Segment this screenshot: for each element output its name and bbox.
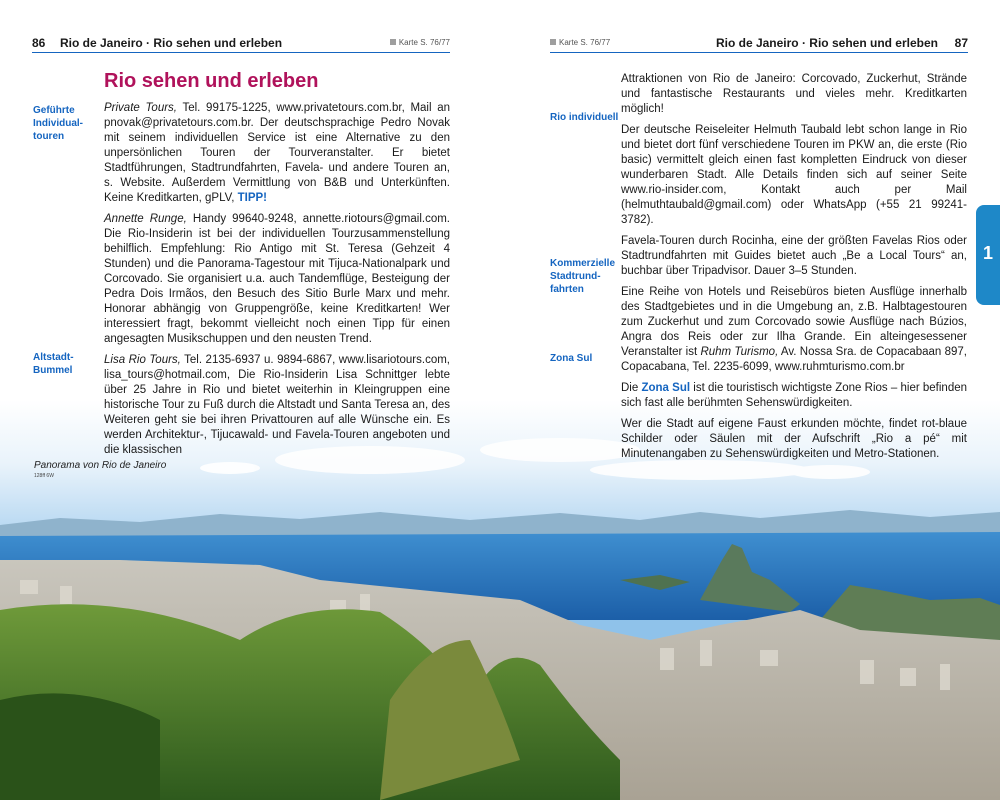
paragraph-annette-runge: Annette Runge, Handy 99640-9248, annette.riotours@gmail.com. Die Rio-Insiderin ist bei der individuellen Tourzusammenstellung behilflich. Empfehlung: Rio Antigo mit St. Teresa (Gehzeit 4 Stunden) und die Panorama-Tagestour mit Tijuca-Nationalpark und Corcovado. Sie organisiert u.a. auch Tandemflüge, Besteigung der Pedra Dois Irmãos, den Besuch des Sitio Burle Marx und mehr. Honorar abhängig von Gruppengröße, keine Kreditkarten! Wer interessiert fragt, bekommt vielleicht noch einen Tipp für einen angesagten Musikschuppen und den neusten Trend.	[104, 213, 450, 345]
right-text-column	[621, 72, 967, 468]
running-title: Rio de Janeiro · Rio sehen und erleben	[60, 36, 283, 50]
page-number: 87	[954, 36, 968, 50]
left-page-header	[32, 36, 450, 54]
paragraph-helmuth-taubald: Der deutsche Reiseleiter Helmuth Taubald lebt schon lange in Rio und bietet dort fünf verschiedene Touren im PKW an, die erste (Rio basic) vermittelt gleich einen fast kompletten Eindruck von dieser wunderbaren Stadt. Alle Details finden sich auf seiner Seite www.rio-insider.com, Kontakt auch per Mail (helmuthtaubald@gmail.com) oder WhatsApp (+55 21 99241-3782).	[621, 124, 967, 226]
photo-code: 128ff 6W	[34, 473, 54, 479]
chapter-thumb-tab	[976, 205, 1000, 305]
running-title: Rio de Janeiro · Rio sehen und erleben	[715, 36, 938, 50]
paragraph-private-tours: Private Tours, Tel. 99175-1225, www.privatetours.com.br, Mail an pnovak@privatetours.com.br. Der deutschsprachige Pedro Novak mit seinem individuellen Service ist eine Alternative zu den unpersönlichen Touren der Tourveranstalter. Er bietet Stadtführungen, Stadtrundfahrten, Favela- und andere Touren an, s. Website. Außerdem Vermittlung von B&B und Unterkünften. Keine Kreditkarten, gPLV, TIPP!	[104, 102, 450, 204]
paragraph-zona-sul: Die Zona Sul ist die touristisch wichtigste Zone Rios – hier befinden sich fast alle berühmten Sehenswürdigkeiten.	[621, 382, 968, 409]
label-zona-sul: Zona Sul	[550, 353, 593, 364]
map-square-icon	[390, 39, 396, 45]
label-kommerzielle-stadtrundfahrten: Kommerzielle Stadtrund- fahrten	[550, 258, 616, 295]
right-page-header	[550, 36, 968, 54]
section-title: Rio sehen und erleben	[104, 70, 319, 92]
paragraph-continuation: Attraktionen von Rio de Janeiro: Corcovado, Zuckerhut, Strände und fantastische Restaurants und vieles mehr. Kreditkarten möglich!	[621, 73, 967, 115]
map-reference: Karte S. 76/77	[390, 38, 450, 47]
label-rio-individuell: Rio individuell	[550, 112, 619, 123]
photo-caption: Panorama von Rio de Janeiro	[34, 460, 167, 471]
label-gefuehrte-touren: Geführte Individual- touren	[33, 105, 83, 142]
header-rule	[550, 52, 968, 53]
page-number: 86	[32, 36, 46, 50]
chapter-number: 1	[982, 243, 993, 263]
paragraph-eigene-faust: Wer die Stadt auf eigene Faust erkunden möchte, findet rot-blaue Schilder oder Säulen mit der Aufschrift „Rio a pé“ mit Minutenangaben zu Sehenswürdigkeiten und Metro-Stationen.	[621, 418, 967, 460]
tipp-badge: TIPP!	[237, 192, 268, 204]
left-text-column	[104, 101, 450, 464]
paragraph-kommerzielle: Eine Reihe von Hotels und Reisebüros bieten Ausflüge innerhalb des Stadtgebietes und in die Umgebung an, z.B. Halbtagestouren zum Zuckerhut und zum Corcovado sowie Ausflüge nach Búzios, Angra dos Reis oder zur Ilha Grande. Ein alteingesessener Veranstalter ist Ruhm Turismo, Av. Nossa Sra. de Copacabaan 897, Copacabana, Tel. 2235-6099, www.ruhmturismo.com.br	[621, 286, 967, 373]
paragraph-lisa-rio-tours: Lisa Rio Tours, Tel. 2135-6937 u. 9894-6867, www.lisariotours.com, lisa_tours@hotmail.com, Die Rio-Insiderin Lisa Schnittger lebte über 25 Jahre in Rio und bietet weiterhin in Kleingruppen eine historische Tour zu Fuß durch die Altstadt und Santa Teresa an, des Weiteren geht sie bei ihren Privattouren auf alle Wünsche ein. Es werden Architektur-, Tijucawald- und Favela-Touren angeboten und die klassischen	[104, 354, 450, 456]
map-reference: Karte S. 76/77	[550, 38, 610, 47]
map-square-icon	[550, 39, 556, 45]
paragraph-favela-touren: Favela-Touren durch Rocinha, eine der größten Favelas Rios oder Stadtrundfahrten mit Guides bietet auch „Be a Local Tours“ an, buchbar über Tripadvisor. Dauer 3–5 Stunden.	[621, 235, 967, 277]
header-rule	[32, 52, 450, 53]
label-altstadt-bummel: Altstadt- Bummel	[33, 352, 74, 376]
